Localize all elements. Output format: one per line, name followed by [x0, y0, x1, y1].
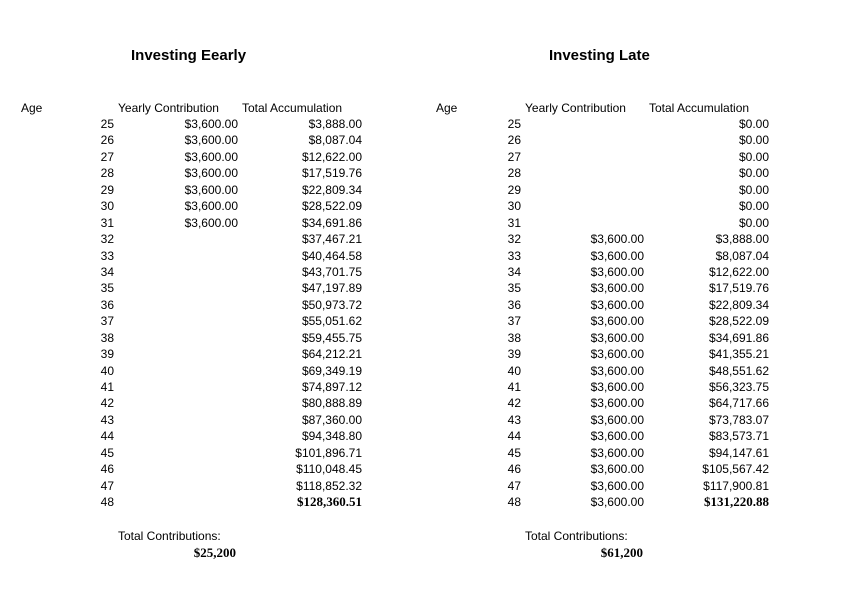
early-age-cell: 45: [100, 445, 114, 460]
late-accumulation-cell: $12,622.00: [708, 264, 769, 279]
early-age-cell: 32: [100, 232, 114, 247]
early-accumulation-cell: $28,522.09: [301, 199, 362, 214]
late-accumulation-cell: $48,551.62: [708, 363, 769, 378]
early-age-cell: 46: [100, 462, 114, 477]
early-age-cell: 38: [100, 330, 114, 345]
early-accumulation-cell: $74,897.12: [301, 380, 362, 394]
early-age-cell: 29: [100, 182, 114, 197]
late-age-cell: 34: [507, 264, 521, 279]
late-accumulation-cell: $0.00: [738, 199, 769, 214]
late-contribution-cell: $3,600.00: [590, 396, 644, 411]
late-age-cell: 39: [507, 347, 521, 362]
early-accumulation-cell: $17,519.76: [301, 166, 362, 181]
late-contribution-cell: $3,600.00: [590, 347, 644, 362]
early-age-cell: 44: [100, 429, 114, 444]
late-contribution-cell: $3,600.00: [590, 330, 644, 345]
early-accumulation-cell: $59,455.75: [301, 330, 362, 345]
late-total-value: $61,200: [600, 545, 643, 560]
early-accumulation-cell: $50,973.72: [301, 297, 362, 312]
early-age-cell: 26: [100, 133, 114, 148]
early-age-cell: 43: [100, 412, 114, 427]
early-age-cell: 36: [100, 297, 114, 312]
late-age-cell: 48: [507, 495, 521, 510]
table-row: [0, 232, 867, 248]
early-contribution-cell: $3,600.00: [184, 199, 238, 214]
early-contribution-cell: $3,600.00: [184, 133, 238, 148]
early-total-value: $25,200: [193, 545, 236, 560]
late-accumulation-cell: $0.00: [738, 149, 769, 164]
table-row: [0, 413, 867, 429]
late-accumulation-cell: $83,573.71: [708, 429, 769, 444]
late-age-cell: 36: [507, 297, 521, 312]
early-age-cell: 40: [100, 363, 114, 378]
late-age-cell: 35: [507, 281, 521, 296]
late-contribution-cell: $3,600.00: [590, 478, 644, 493]
late-accumulation-cell: $0.00: [738, 133, 769, 148]
late-age-cell: 45: [507, 445, 521, 460]
late-accumulation-cell: $22,809.34: [708, 297, 769, 312]
late-contribution-cell: $3,600.00: [590, 495, 644, 510]
early-contribution-cell: $3,600.00: [184, 166, 238, 181]
early-age-cell: 31: [100, 215, 114, 230]
early-total-label: Total Contributions:: [118, 529, 221, 543]
late-accumulation-cell: $117,900.81: [703, 478, 769, 493]
early-contribution-header: Yearly Contribution: [118, 101, 219, 115]
early-accumulation-cell: $37,467.21: [301, 232, 362, 247]
table-row: [0, 249, 867, 265]
late-contribution-cell: $3,600.00: [590, 281, 644, 296]
early-accumulation-cell: $118,852.32: [296, 478, 362, 493]
late-age-cell: 26: [507, 133, 521, 148]
early-accumulation-cell: $110,048.45: [296, 462, 362, 477]
table-row: [0, 364, 867, 380]
late-accumulation-cell: $8,087.04: [715, 248, 769, 263]
late-accumulation-cell: $56,323.75: [708, 380, 769, 394]
late-age-cell: 30: [507, 199, 521, 214]
early-title: Investing Eearly: [131, 47, 247, 64]
table-row: [0, 117, 867, 133]
table-rows: [0, 117, 867, 512]
early-accumulation-cell: $43,701.75: [301, 264, 362, 279]
late-age-cell: 47: [507, 478, 521, 493]
late-accumulation-cell: $0.00: [738, 215, 769, 230]
late-contribution-cell: $3,600.00: [590, 445, 644, 460]
early-accumulation-cell: $87,360.00: [301, 412, 362, 427]
late-age-cell: 38: [507, 330, 521, 345]
early-contribution-cell: $3,600.00: [184, 215, 238, 230]
table-row: [0, 166, 867, 182]
late-age-header: Age: [436, 101, 458, 115]
late-contribution-cell: $3,600.00: [590, 462, 644, 477]
late-accumulation-cell: $0.00: [738, 166, 769, 181]
table-row: [0, 281, 867, 297]
early-age-cell: 27: [100, 149, 114, 164]
early-contribution-cell: $3,600.00: [184, 117, 238, 131]
early-age-cell: 25: [100, 117, 114, 131]
late-contribution-cell: $3,600.00: [590, 264, 644, 279]
late-contribution-cell: $3,600.00: [590, 412, 644, 427]
late-age-cell: 43: [507, 412, 521, 427]
early-age-cell: 42: [100, 396, 114, 411]
table-row: [0, 314, 867, 330]
rows-container: [0, 117, 867, 512]
early-accumulation-cell: $8,087.04: [308, 133, 362, 148]
early-age-cell: 34: [100, 264, 114, 279]
table-row: [0, 347, 867, 363]
table-row: [0, 331, 867, 347]
late-contribution-cell: $3,600.00: [590, 363, 644, 378]
late-contribution-cell: $3,600.00: [590, 232, 644, 247]
table-row: [0, 150, 867, 166]
table-row: [0, 265, 867, 281]
early-accumulation-cell: $128,360.51: [297, 494, 362, 510]
early-contribution-cell: $3,600.00: [184, 149, 238, 164]
early-age-cell: 35: [100, 281, 114, 296]
late-contribution-header: Yearly Contribution: [525, 101, 626, 115]
late-age-cell: 28: [507, 166, 521, 181]
early-age-cell: 28: [100, 166, 114, 181]
late-age-cell: 40: [507, 363, 521, 378]
early-accumulation-cell: $34,691.86: [301, 215, 362, 230]
late-accumulation-cell: $3,888.00: [715, 232, 769, 247]
early-accumulation-cell: $64,212.21: [301, 347, 362, 362]
late-contribution-cell: $3,600.00: [590, 314, 644, 329]
early-age-cell: 37: [100, 314, 114, 329]
early-accumulation-cell: $47,197.89: [301, 281, 362, 296]
early-accumulation-cell: $22,809.34: [301, 182, 362, 197]
late-accumulation-header: Total Accumulation: [649, 101, 750, 115]
table-row: [0, 396, 867, 412]
early-accumulation-cell: $55,051.62: [301, 314, 362, 329]
late-total-label: Total Contributions:: [525, 529, 628, 543]
early-age-cell: 39: [100, 347, 114, 362]
late-age-cell: 42: [507, 396, 521, 411]
late-contribution-cell: $3,600.00: [590, 429, 644, 444]
early-accumulation-cell: $101,896.71: [295, 445, 362, 460]
early-age-header: Age: [21, 101, 43, 115]
early-age-cell: 47: [100, 478, 114, 493]
early-age-cell: 41: [100, 380, 114, 394]
table-row: [0, 199, 867, 215]
table-row: [0, 479, 867, 495]
early-age-cell: 48: [100, 495, 114, 510]
late-age-cell: 44: [507, 429, 521, 444]
early-age-cell: 30: [100, 199, 114, 214]
early-accumulation-header: Total Accumulation: [242, 101, 343, 115]
table-row: [0, 216, 867, 232]
late-age-cell: 29: [507, 182, 521, 197]
late-accumulation-cell: $17,519.76: [708, 281, 769, 296]
early-accumulation-cell: $80,888.89: [301, 396, 362, 411]
late-accumulation-cell: $131,220.88: [704, 494, 769, 510]
table-row: [0, 133, 867, 149]
late-age-cell: 32: [507, 232, 521, 247]
late-accumulation-cell: $64,717.66: [708, 396, 769, 411]
early-age-cell: 33: [100, 248, 114, 263]
late-contribution-cell: $3,600.00: [590, 380, 644, 394]
table-row: [0, 380, 867, 396]
late-age-cell: 33: [507, 248, 521, 263]
late-age-cell: 41: [507, 380, 521, 394]
table-row: [0, 446, 867, 462]
late-accumulation-cell: $41,355.21: [708, 347, 769, 362]
late-title: Investing Late: [549, 47, 650, 64]
late-age-cell: 37: [507, 314, 521, 329]
table-row: [0, 298, 867, 314]
early-accumulation-cell: $40,464.58: [301, 248, 362, 263]
late-accumulation-cell: $34,691.86: [708, 330, 769, 345]
late-accumulation-cell: $94,147.61: [708, 445, 769, 460]
late-accumulation-cell: $73,783.07: [708, 412, 769, 427]
late-age-cell: 27: [507, 149, 521, 164]
table-row: [0, 429, 867, 445]
late-contribution-cell: $3,600.00: [590, 248, 644, 263]
late-accumulation-cell: $0.00: [738, 182, 769, 197]
late-contribution-cell: $3,600.00: [590, 297, 644, 312]
table-row: [0, 462, 867, 478]
late-age-cell: 31: [507, 215, 521, 230]
table-row: [0, 183, 867, 199]
early-accumulation-cell: $94,348.80: [301, 429, 362, 444]
early-accumulation-cell: $3,888.00: [308, 117, 362, 131]
late-age-cell: 25: [507, 117, 521, 131]
late-accumulation-cell: $28,522.09: [708, 314, 769, 329]
table-row: [0, 495, 867, 511]
late-age-cell: 46: [507, 462, 521, 477]
early-accumulation-cell: $69,349.19: [301, 363, 362, 378]
late-accumulation-cell: $0.00: [738, 117, 769, 131]
early-accumulation-cell: $12,622.00: [301, 149, 362, 164]
late-accumulation-cell: $105,567.42: [702, 462, 769, 477]
early-contribution-cell: $3,600.00: [184, 182, 238, 197]
